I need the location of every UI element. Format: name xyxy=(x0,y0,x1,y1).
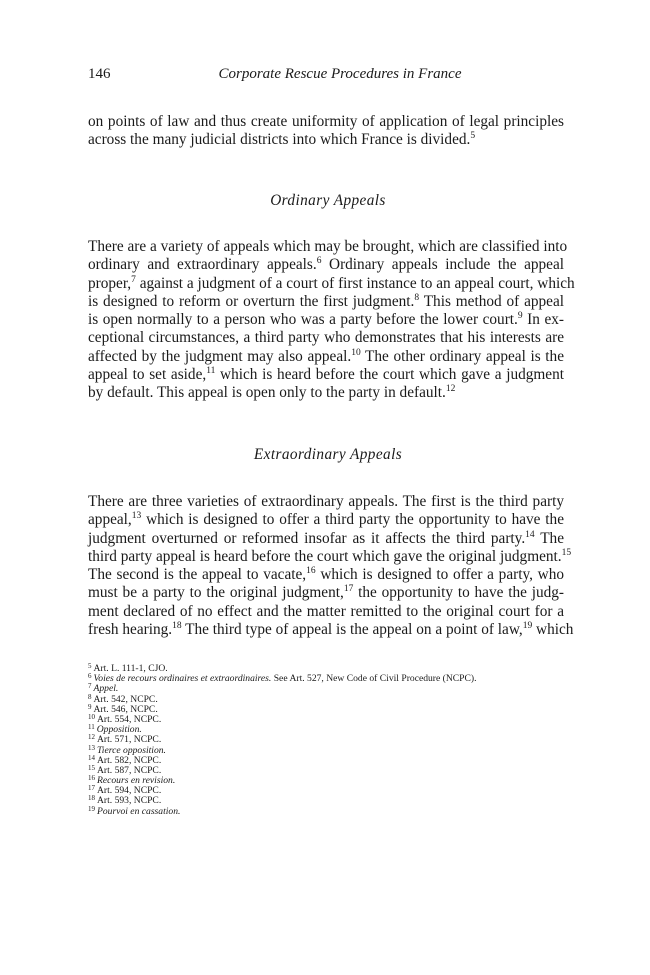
text-run: judgment overturned or reformed insofar as it affects the third party. xyxy=(88,529,526,547)
text-run: which is designed to offer a party, who xyxy=(315,566,564,584)
footnote-ref: 15 xyxy=(561,547,572,558)
text-run: The second is the appeal to vacate, xyxy=(88,566,307,584)
footnote-number: 13 xyxy=(88,743,95,752)
footnote-ref: 5 xyxy=(470,131,476,142)
text-run: which xyxy=(532,621,574,639)
text-line xyxy=(88,274,575,293)
text-line xyxy=(88,329,564,347)
footnote-ref: 8 xyxy=(414,292,420,303)
text-run: There are a variety of appeals which may be brought, which are classified into xyxy=(88,238,568,255)
footnote xyxy=(88,804,477,817)
paragraph xyxy=(88,238,575,403)
text-run: which is heard before the court which gave a judgment xyxy=(215,366,564,384)
text-run: is open normally to a person who was a party before the lower court. xyxy=(88,311,518,329)
footnote-number: 9 xyxy=(88,702,92,711)
footnote-number: 8 xyxy=(88,692,92,701)
footnote-ref: 7 xyxy=(131,274,136,285)
footnote-ref: 18 xyxy=(172,621,182,632)
text-run: The third type of appeal is the appeal on a point of law, xyxy=(181,621,523,639)
paragraph xyxy=(88,493,574,639)
section-heading: Ordinary Appeals xyxy=(270,192,386,209)
text-run: ceptional circumstances, a third party who demonstrates that his interests are xyxy=(88,329,564,347)
text-run: the opportunity to have the judg- xyxy=(353,584,564,602)
section-heading: Extraordinary Appeals xyxy=(253,446,403,463)
text-run: appeal to set aside, xyxy=(88,366,207,384)
text-run: proper, xyxy=(88,274,132,292)
text-run: fresh hearing. xyxy=(88,621,173,639)
footnote-text: Art. 587, NCPC. xyxy=(97,764,162,776)
text-run: by default. This appeal is open only to the party in default. xyxy=(88,384,446,402)
footnote-text: Art. 571, NCPC. xyxy=(97,734,162,746)
text-line xyxy=(88,348,564,366)
text-line xyxy=(88,384,564,402)
footnote-ref: 17 xyxy=(343,584,354,595)
footnote-ref: 12 xyxy=(445,384,456,395)
running-title: Corporate Rescue Procedures in France xyxy=(218,66,462,82)
footnote-text: See Art. 527, New Code of Civil Procedure (NCPC). xyxy=(271,673,477,685)
footnotes xyxy=(88,664,477,817)
footnote-ref: 11 xyxy=(206,366,216,377)
text-run: ment declared of no effect and the matter remitted to the original court for a xyxy=(88,602,564,620)
footnote-italic-text: Pourvoi en cassation. xyxy=(97,805,181,817)
text-line xyxy=(88,530,564,548)
text-run: against a judgment of a court of first instance to an appeal court, which xyxy=(135,274,575,292)
text-run: There are three varieties of extraordinary appeals. The first is the third party xyxy=(88,493,564,510)
footnote-ref: 16 xyxy=(306,566,316,577)
footnote-ref: 19 xyxy=(522,621,533,632)
text-run: third party appeal is heard before the court which gave the original judgment. xyxy=(88,547,562,565)
page-number: 146 xyxy=(88,66,111,82)
footnote-italic-text: Opposition. xyxy=(96,724,142,736)
footnote-text: Art. 582, NCPC. xyxy=(97,754,162,766)
text-line xyxy=(88,584,564,602)
text-run: across the many judicial districts into which France is divided. xyxy=(88,131,471,149)
footnote-ref: 9 xyxy=(517,311,523,322)
footnote-number: 7 xyxy=(88,682,92,691)
text-line xyxy=(88,366,564,384)
text-run: In ex- xyxy=(522,311,564,329)
text-run: This method of appeal xyxy=(419,292,564,310)
text-line xyxy=(88,293,564,311)
text-run: appeal, xyxy=(88,511,132,529)
footnote-number: 18 xyxy=(88,794,95,803)
footnote-italic-text: Appel. xyxy=(93,683,119,695)
footnote-number: 19 xyxy=(88,804,95,813)
footnote-number: 15 xyxy=(88,763,95,772)
footnote-number: 10 xyxy=(88,712,95,721)
footnote-number: 12 xyxy=(88,733,95,742)
footnote-ref: 6 xyxy=(316,256,322,267)
footnote-text: Art. 593, NCPC. xyxy=(97,795,162,807)
footnote-text: Art. 546, NCPC. xyxy=(93,703,158,715)
footnote-italic-text: Voies de recours ordinaires et extraordinaires. xyxy=(93,673,272,685)
footnote-italic-text: Tierce opposition. xyxy=(97,744,166,756)
footnote-number: 11 xyxy=(88,723,95,732)
text-run: which is designed to offer a third party the opportunity to have the xyxy=(141,511,564,529)
text-line xyxy=(88,621,574,639)
text-line xyxy=(88,238,568,256)
text-line xyxy=(88,493,564,511)
text-line xyxy=(88,256,564,274)
text-line xyxy=(88,603,564,621)
footnote-text: Art. 554, NCPC. xyxy=(97,713,162,725)
footnote-text: Art. L. 111-1, CJO. xyxy=(93,663,168,674)
footnote-italic-text: Recours en revision. xyxy=(97,775,176,787)
footnote-number: 5 xyxy=(88,662,92,670)
text-line xyxy=(88,566,564,584)
footnote-number: 17 xyxy=(88,784,95,793)
footnote-text: Art. 594, NCPC. xyxy=(97,785,162,797)
footnote-number: 16 xyxy=(88,774,95,783)
text-run: is designed to reform or overturn the first judgment. xyxy=(88,292,415,310)
footnote-text: Art. 542, NCPC. xyxy=(93,693,158,705)
text-line xyxy=(88,113,564,131)
footnote-number: 6 xyxy=(88,672,92,681)
footnote-ref: 10 xyxy=(351,347,361,358)
text-run: The other ordinary appeal is the xyxy=(360,347,564,365)
text-line xyxy=(88,311,564,329)
footnote xyxy=(88,674,477,684)
footnote-ref: 13 xyxy=(131,511,142,522)
footnote xyxy=(88,712,477,725)
text-run: The xyxy=(534,529,564,547)
footnote-number: 14 xyxy=(88,753,95,762)
text-line xyxy=(88,547,572,566)
text-run: affected by the judgment may also appeal. xyxy=(88,347,352,365)
text-line xyxy=(88,511,564,529)
text-run: Ordinary appeals include the appeal xyxy=(321,256,565,274)
text-run: on points of law and thus create uniformity of application of legal principles xyxy=(88,113,564,130)
paragraph xyxy=(88,113,564,150)
text-line xyxy=(88,131,564,149)
footnote-ref: 14 xyxy=(525,529,535,540)
text-run: ordinary and extraordinary appeals. xyxy=(88,256,317,274)
text-run: must be a party to the original judgment, xyxy=(88,584,344,602)
